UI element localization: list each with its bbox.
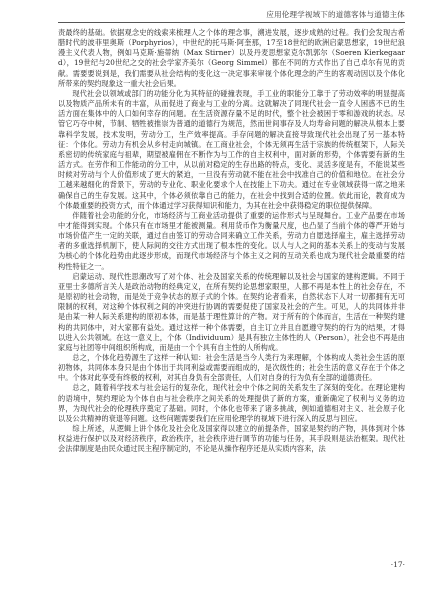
header-rule xyxy=(58,22,405,23)
paragraph: 总之，随着科学技术与社会运行的复杂化，现代社会中个体之间的关系发生了深刻的变化。在理论建构的语境中，契约理论为个体自由与社会秩序之间关系的处理提供了新的方案，重新确定了权利与义务的边界，为现代社会的伦理秩序奠定了基础。同时，个体化也带来了诸多挑战，例如道德相对主义、社会原子化以及公共精神的衰退等问题。这些问题需要我们在应用伦理学的视域下进行深入的反思与回应。 xyxy=(58,383,405,423)
paragraph: 责最终的基础。依据观念史的线索来梳理人之个体的理念事，溯进发展，逐步成熟的过程。我们会发现古希腊时代的波菲里奥斯（Porphyrios），中世纪的托马斯·阿奎那，17至18世纪的欧洲启蒙思想家，19世纪浪漫主义代表人物，例如马克斯·施蒂纳（Max Stirner）以及丹麦思想家克尔凯郭尔（Soeren Kierkegaard），19世纪与20世纪之交的社会学家齐美尔（Georg Simmel）都在不同的方式作出了自己卓尔有见的贡献。需要要说到是，我们需要从社会结构的变化这一决定事来审视个体化理念的产生的客观动因以及个体化所带来的契约现象这一重大社会后果。 xyxy=(58,28,405,88)
paragraph: 启蒙运动、现代性思潮改写了对个体、社会及国家关系的传统理解以及社会与国家的建构逻辑。不同于亚里士多德所言关人是政治动物的经典定义，在所有契约论思想家眼里，人都不再是本性上的社会存在，不是原初的社会动物，而是处于竞争状态的原子式的个体。在契约论者看来，自然状态下人对一切都拥有无可限制的权利，对这种个体权利之间的冲突进行协调的需要促使了国家及社会的产生。可见，人的共同体并非是由某一种人际关系建构的原初本体，而是基于理性算计的产物。对于所有的个体而言，生活在一种契约建构的共同体中，对大家都有益处。通过这样一种个体需要，自主订立并且自愿遵守契约的行为的结果，才得以进入公共领域。在这一意义上，个体（Individuum）是具有独立主体性的人（Person），社会也不再是由家庭与社团等中间组织所构成，而是由一个个具有自主性的人所构成。 xyxy=(58,271,405,352)
paragraph: 总之，个体化趋势源生了这样一种认知：社会生活是当今人类行为来理解，个体构成人类社会生活的原初物体，共同体本身只是由个体出于共同利益或需要而组成的，是次级性的；社会生活的意义存在于个体之中。个体对此享受有终极的权利，对其自身负有全部责任，人们对自身的行为负有全部的道德责任。 xyxy=(58,353,405,383)
paragraph: 现代社会以领域或部门的功能分化为其特征的碰撞表现，手工业的职能分工靠于了劳动效率的明显提高以及物质产品所未有的丰富，从而促进了商业与工业的分离。这就解决了同现代社会一直令人困惑不已的生活方面在集体中的人口如何幸存的问题。在生活资源存量不足的时代，整个社会被困于零和游戏的状态。尽管它巧夺中树，节制、牺牲被推崇为普通的道德行为规范，然而世间事存及人均寿命问题的解决从根本上要靠科学发展，技术发明，劳动分工，生产效率提高。手存问题的解决直接导致现代社会出现了另一基本特征：个体化。劳动力有机会从乡村走向城镇。在工商业社会，个体无须再生活于宗族的传统框架下，人际关系密切的传统家庭与祖辈，期望被雇佣在不断作为与工作的自主权利中，面对新的形势，个体需要有新的生活方式。在劳作和工作能动的分工中，从以前对稳定的生存出路的特点，变化、灵活多度是有，不能说某些时候对劳动与个人价值形成了更大的紧迫，一旦没有劳动就不能在社会中找准自己的价值和地位。在社会分工越来越细化的背景下，劳动的专业化、职业化要求个人在技能上下功夫。通过在专业领域获得一席之地来确保自己的生存发展。这其中，个体必须依靠自己的能力，在社会中找到合适的位置。依此而论，教育成为个体最重要的投资方式，而个体通过学习获得知识和能力，为其在社会中获得稳定的职位提供保障。 xyxy=(58,88,405,210)
paragraph: 伴随着社会功能的分化，市场经济与工商业活动提供了重要的运作形式与呈现舞台。工业产品要在市场中才能得到实现。个体只有在市场里才能被测量。利用货币作为衡量尺度，也凸显了当前个体的尊严开始与市场价值产生一定的关联，通过自由签订的劳动合同来确立工作关系，劳动力自愿选择雇主，雇主选择劳动者的多重选择机制下，使人际间的交往方式出现了根本性的变化。以人与人之间的基本关系上的变动与发展为核心的个体化趋势由此逐步形成，而现代市场经济与个体主义之间的互动关系也成为现代社会最重要的结构性特征之一。 xyxy=(58,210,405,271)
running-header-title: 应用伦理学视域下的道德客体与道德主体 xyxy=(266,10,405,19)
paragraph: 综上所述，从逻辑上讲个体化及社会化及国家得以建立的前提条件，国家是契约的产物，具体到对个体权益进行保护以及对经济秩序，政治秩序，社会秩序进行调节的功能与任务，其手段则是法治框架。现代社会法律制度是由民众通过民主程序制定的，不论是从操作程序还是从实质内容来，法 xyxy=(58,424,405,454)
body-text xyxy=(58,28,405,455)
page-number: ·17· xyxy=(390,560,405,569)
